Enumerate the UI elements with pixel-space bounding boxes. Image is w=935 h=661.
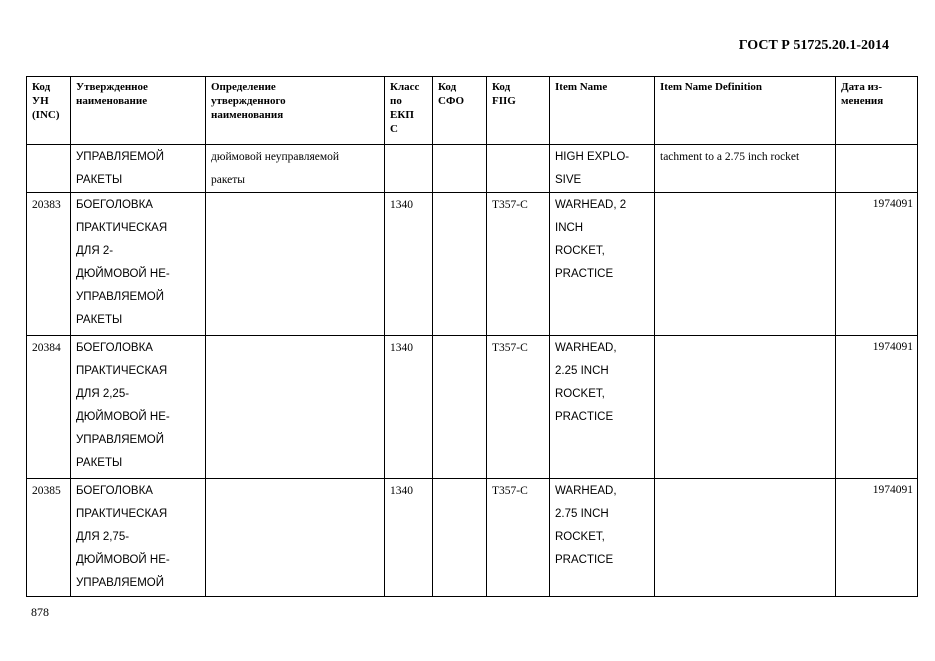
cell-fiig: T357-C	[487, 193, 550, 336]
table-row	[27, 145, 918, 193]
cell-approved-name: УПРАВЛЯЕМОЙ РАКЕТЫ	[71, 145, 206, 193]
cell-item-name-definition	[655, 336, 836, 479]
cell-definition	[206, 479, 385, 597]
cell-code: 20385	[27, 479, 71, 597]
cell-fiig: T357-C	[487, 336, 550, 479]
cell-change-date: 1974091	[836, 479, 918, 597]
cell-approved-name: БОЕГОЛОВКА ПРАКТИЧЕСКАЯ ДЛЯ 2,25- ДЮЙМОВОЙ НЕ- УПРАВЛЯЕМОЙ РАКЕТЫ	[71, 336, 206, 479]
cell-item-name-definition: tachment to a 2.75 inch rocket	[655, 145, 836, 193]
column-header-code: Код УН (INC)	[27, 77, 71, 145]
cell-item-name: WARHEAD, 2.75 INCH ROCKET, PRACTICE	[550, 479, 655, 597]
cell-sfo	[433, 336, 487, 479]
cell-definition: дюймовой неуправляемой ракеты	[206, 145, 385, 193]
cell-approved-name: БОЕГОЛОВКА ПРАКТИЧЕСКАЯ ДЛЯ 2- ДЮЙМОВОЙ НЕ- УПРАВЛЯЕМОЙ РАКЕТЫ	[71, 193, 206, 336]
cell-sfo	[433, 479, 487, 597]
cell-class: 1340	[385, 193, 433, 336]
cell-class: 1340	[385, 479, 433, 597]
cell-change-date	[836, 145, 918, 193]
column-header-fiig: Код FIIG	[487, 77, 550, 145]
column-header-approved-name: Утвержденное наименование	[71, 77, 206, 145]
cell-change-date: 1974091	[836, 336, 918, 479]
cell-fiig	[487, 145, 550, 193]
cell-item-name: HIGH EXPLO- SIVE	[550, 145, 655, 193]
cell-item-name: WARHEAD, 2 INCH ROCKET, PRACTICE	[550, 193, 655, 336]
page-number: 878	[31, 605, 49, 619]
cell-code: 20384	[27, 336, 71, 479]
cell-approved-name: БОЕГОЛОВКА ПРАКТИЧЕСКАЯ ДЛЯ 2,75- ДЮЙМОВОЙ НЕ- УПРАВЛЯЕМОЙ	[71, 479, 206, 597]
cell-sfo	[433, 145, 487, 193]
column-header-class: Класс по ЕКП С	[385, 77, 433, 145]
document-standard-number: ГОСТ Р 51725.20.1-2014	[738, 38, 889, 53]
item-names-table	[26, 76, 918, 597]
cell-item-name-definition	[655, 193, 836, 336]
column-header-change-date: Дата из- менения	[836, 77, 918, 145]
column-header-definition: Определение утвержденного наименования	[206, 77, 385, 145]
cell-definition	[206, 336, 385, 479]
cell-class	[385, 145, 433, 193]
column-header-item-name: Item Name	[550, 77, 655, 145]
column-header-item-name-definition: Item Name Definition	[655, 77, 836, 145]
cell-change-date: 1974091	[836, 193, 918, 336]
table-header-row	[27, 77, 918, 145]
column-header-sfo: Код СФО	[433, 77, 487, 145]
cell-fiig: T357-C	[487, 479, 550, 597]
cell-item-name: WARHEAD, 2.25 INCH ROCKET, PRACTICE	[550, 336, 655, 479]
cell-item-name-definition	[655, 479, 836, 597]
table-row	[27, 193, 918, 336]
cell-code	[27, 145, 71, 193]
table-row	[27, 479, 918, 597]
table-row	[27, 336, 918, 479]
cell-definition	[206, 193, 385, 336]
cell-code: 20383	[27, 193, 71, 336]
cell-sfo	[433, 193, 487, 336]
cell-class: 1340	[385, 336, 433, 479]
